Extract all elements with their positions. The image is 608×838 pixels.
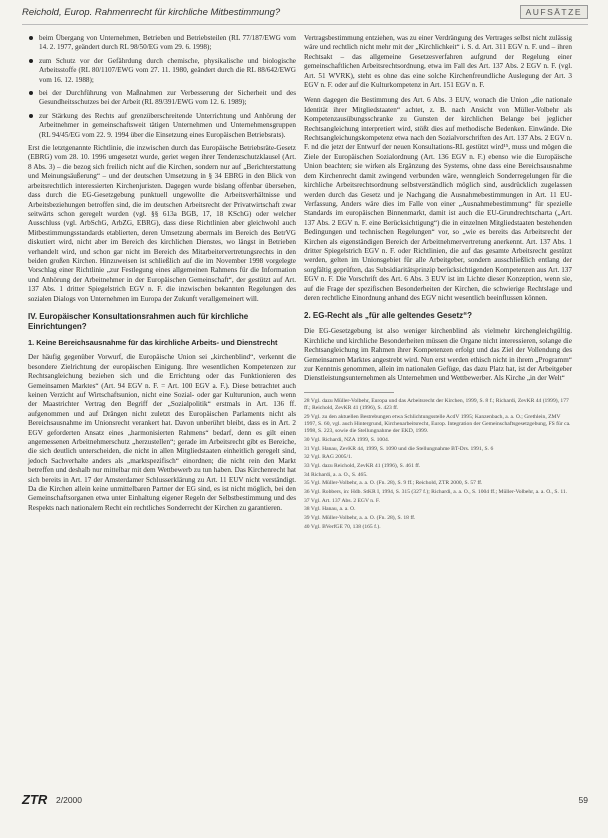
page-footer	[22, 792, 588, 812]
footnote: 36 Vgl. Robbers, in: Hdb. StKR I, 1994, S. 315 (327 f.); Richardi, a. a. O., S. 1004 ff.; Müller-Volbehr, a. a. O., S. 11.	[304, 489, 568, 496]
footnote: 38 Vgl. Hanau, a. a. O.	[304, 506, 356, 513]
section-heading: 2. EG-Recht als „für alle geltendes Gesetz“?	[304, 311, 473, 321]
body-paragraph: Wenn dagegen die Bestimmung des Art. 6 Abs. 3 EUV, wonach die Union „die nationale Identität ihrer Mitgliedstaaten“ achtet, z. B. nach Ansicht von Müller-Volbehr als Kompetenzausübungsschranke zu Gunsten der kirchlichen Belange bei jeglicher Rechtsangleichung interpretiert wird, stößt dies auf methodische Bedenken. Einwände. Die Rechtsangleichungskompetenz etwa nach den Sozialvorschriften des Art. 137 Abs. 2 EGV n. F. nd die jetzt der Entwurf der neuen Konsultations-RL gestützt wird¹⁵, muss und mögen die Ziele der Europäischen Sozialordnung (Art. 136 EGV n. F.) ebenso wie die Europäische Union beachten; sie wirken als Ergänzung des Systems, ohne dass eine Bereichsausnahme dem Kirchenrecht damit zwingend verbunden wäre, wenngleich Sonderregelungen für die kirchliche Arbeitsrechtsordnung selbstverständlich möglich sind, ausdrücklich zugelassen werden durch das Gesetz und je Nachgang die Ausnahmebestimmungen in Art. 11 EU-Verfassung, Anders wäre dies im Falle von einer „Ausnahmebestimmung“ für spezielle Standards im europäischen Binnenmarkt, damit ist auch die EU-Grundrechtscharta („Art. 137 Abs. 2 EGV n. F. eine Berücksichtigung“) die in einzelnen Mitgliedstaaten bestehenden Bedingungen und technischen Regelungen“ vor, so „wie es bereits das Arbeitsrecht der Kirchen als eigenständigen Bereich der Arbeitnehmervertretung anerkennt. Art. 137 Abs. 1 dritter Spiegelstrich EGV n. F. oder Richtlinien, die auf das gesamte Arbeitsrecht gestützt werden, gelten im Unionsgebiet für alle Arbeitgeber, sondern ausschließlich entlang der sorgfältig geprüften, das Subsidiaritätsprinzip berücksichtigenden Kompetenzen aus Art. 137 EGV n. F. Die Vorschrift des Art. 6 Abs. 3 EUV ist im Lichte dieser Konzeption, wenn sie, auf die Frage der spezifischen Besonderheiten der Kirchen, die schwierige Rechtslage und deren rechtliche Einordnung anhand des EGV nicht wesentlich beeinflussen können.	[304, 96, 572, 302]
section-tag: AUFSÄTZE	[520, 5, 588, 19]
left-column	[28, 34, 296, 519]
header-rule	[22, 24, 588, 25]
list-item: zur Stärkung des Rechts auf grenzüberschreitende Unterrichtung und Anhörung der Arbeitnehmer in gemeinschaftsweit tätigen Unternehmen und Unternehmensgruppen (RL 94/45/EG vom 22. 9. 1994 über die Einsetzung eines Europäischen Betriebsrats).	[28, 112, 296, 140]
subsection-heading: 1. Keine Bereichsausnahme für das kirchliche Arbeits- und Dienstrecht	[28, 337, 278, 347]
footnote: 34 Richardi, a. a. O., S. 465.	[304, 471, 368, 478]
footnote: 39 Vgl. Müller-Volbehr, a. a. O. (Fn. 28), S. 18 ff.	[304, 515, 416, 522]
list-item: bei der Durchführung von Maßnahmen zur Verbesserung der Sicherheit und des Gesundheitsschutzes bei der Arbeit (RL 89/391/EWG vom 12. 6. 1989);	[28, 89, 296, 108]
bullet-icon	[29, 59, 33, 63]
bullet-list	[28, 34, 296, 140]
page-number: 59	[578, 795, 588, 805]
footnote: 33 Vgl. dazu Reichold, ZevKR 41 (1996), S. 461 ff.	[304, 462, 421, 469]
list-item: zum Schutz vor der Gefährdung durch chemische, physikalische und biologische Arbeitsstoffe (RL 80/1107/EWG vom 27. 11. 1980, geändert durch die RL 88/642/EWG vom 16. 12. 1988);	[28, 57, 296, 85]
footnote: 31 Vgl. Hanau, ZevKR 44, 1999, S. 1090 und die Stellungnahme BT-Drs. 1991, S. 6	[304, 445, 494, 452]
page-header	[22, 5, 588, 23]
body-paragraph: Die EG-Gesetzgebung ist also weniger kirchenblind als vielmehr kirchengleichgültig. Kirchliche und kirchliche Besonderheiten müssen die Organe nicht interessieren, solange die Rechtsangleichung im Rahmen ihrer Kompetenzen erfolgt und das Ziel der Vollendung des Gemeinsamen Marktes angestrebt wird. Nun erst werden ethisch nicht in ihrem „Programm“ zur Kenntnis genommen, allein im nationalen Gefüge, das dazu Platz hat, ist der Arbeitgeber Dienstleistungsunternehmen als Unternehmen und Wettbewerber. Als Kirche „in der Welt“	[304, 327, 572, 383]
issue-number: 2/2000	[56, 795, 82, 805]
body-paragraph: Vertragsbestimmung entziehen, was zu einer Verdrängung des Vertrages selbst nicht zulässig wäre und rechtlich nicht mehr mit der „Kirchlichkeit“ i. S. d. Art. 311 EGV n. F. und – ihren Rechtsakt – das allgemeine Gesetzesverfahren aufgrund der Regelung einer gemeinschaftlichen Arbeitsrechtsordnung, etwa im Fall des Art. 137 Abs. 2 EGV n. F. (vgl. Art. 51 WVRK), steht es ohne das eine solche Kirchenfreundliche Auslegung der Art. 3 EGV n. F. oder auf die Kulturkompetenz in Art. 151 EGV n. F.	[304, 34, 572, 90]
body-paragraph: Erst die letztgenannte Richtlinie, die inzwischen durch das Europäische Betriebsräte-Gesetz (EBRG) vom 28. 10. 1996 umgesetzt wurde, geriet wegen ihrer Tendenzschutzklausel (Art. 8 Abs. 3) – die bezog sich freilich nicht auf die Kirchen, sondern nur auf „Berichterstattung und Meinungsäußerung“ – und der deutschen Umsetzung in § 34 EBRG in den Blick von arbeitsrechtlich interessierten Kirchenjuristen. Dagegen wurde bislang offenbar übersehen, dass durch die EG-Gesetzgebung punktuell ungewollte die Arbeitsverhältnisse und Arbeitsbeziehungen betroffen sind, die im deutschen Arbeitsrecht der Privatwirtschaft zwar seitwärts schon geregelt wurden (vgl. §§ 613a BGB, 17, 18 KSchG) oder welcher Ausschluss (vgl. ArbSchG, ArbZG, EBRG), dass diese Richtlinien aber gleichwohl auch Mitbestimmungsstandards etablierten, deren Umsetzung abermals im Bereich des BetrVG diskutiert wird, nicht aber im Bereich des kirchlichen Dienstes, wo längst in Betrieben verhandelt wird, und schon gar nicht im Bereich des Mitarbeitervertretungsrechts in den beiden großen Kirchen. Hinzuweisen ist schließlich auf die im November 1998 vorgelegte Vorschlag einer Richtlinie „zur Festlegung eines allgemeinen Rahmens für die Information und Anhörung der Arbeitnehmer in der Europäischen Gemeinschaft“, der gestützt auf Art. 137 Abs. 1 dritter Spiegelstrich EGV n. F. die inzwischen bekannten Regelungen des sozialen Dialogs von Unternehmen im Europa der Zukunft verallgemeinert will.	[28, 144, 296, 303]
footnote: 40 Vgl. BVerfGE 70, 138 (165 f.).	[304, 523, 381, 530]
bullet-icon	[29, 36, 33, 40]
bullet-icon	[29, 114, 33, 118]
footnote: 37 Vgl. Art. 137 Abs. 2 EGV n. F.	[304, 497, 380, 504]
footnote: 30 Vgl. Richardi, NZA 1999, S. 1004.	[304, 436, 390, 443]
footnote: 29 Vgl. zu den aktuellen Bestrebungen etwa Schlichtungsstelle AcdV 1995; Kanzenbach, a. a. O.; Grethlein, ZMV 1997, S. 60, vgl. auch Hintergrund, Kirchenarbeitsrecht, Europ. Integration der Gemeinschaftsgesetzgebung, FS für ca. 1998, S. 223, sowie die Stellungnahme der EKD, 1999.	[304, 413, 571, 435]
footnotes	[304, 398, 572, 531]
body-paragraph: Der häufig gegenüber Vorwurf, die Europäische Union sei „kirchenblind“, verkennt die besondere Zielrichtung der europäischen Einigung. Ihre wesentlichen Kompetenzen zur Rechtsangleichung beziehen sich und die Errichtung oder das Funktionieren des Gemeinsamen Marktes“ (Art. 94 EGV n. F. = Art. 100 EGV a. F.). Diese betrachtet auch keinen Verzicht auf Wirtschaftsunion, nicht eine Sozial- oder gar Kulturunion, auch wenn der Maastrichter Vertrag den Begriff der „Sozialpolitik“ erstmals in Art. 136 ff. aufgenommen und auf Drängen nicht zuletzt des Europäischen Parlaments nicht als Bereichsausnahme im Unionsrecht verankert hat. Davon unberührt bleibt, dass es in Art. 2 EGV geforderten Ansatz eines „harmonisierten Rahmens“ bedarf, denn es gilt einen angemessenen Arbeitnehmerschutz „herzustellen“; gerade im Arbeitsrecht gibt es Bereiche, die sich deutlich unterscheiden, die nicht in allen Mitgliedstaaten einheitlich geregelt sind, jedoch Sachverhalte anders als „marktspezifisch“ einordnen; die nicht rein den Markt betreffen und deshalb nur mittelbar mit dem Wettbewerb zu tun haben. Das Kirchenrecht hat sich bereits in Art. 17 der Amsterdamer Schlusserklärung zu Art. 11 EUV nicht verständigt. Da die Kirchen allein keine unmittelbaren Partner der EG sind, es ist nicht möglich, bei den Gemeinschaftsorganen etwa unter Einhaltung eigener Regeln der Selbstbestimmung und des Respekts nach nationalem Recht ein rechtliches Sonderrecht der Kirchen zu garantieren.	[28, 353, 296, 512]
right-column	[304, 34, 572, 533]
bullet-icon	[29, 91, 33, 95]
list-item: beim Übergang von Unternehmen, Betrieben und Betriebsteilen (RL 77/187/EWG vom 14. 2. 1977, geändert durch RL 98/50/EG vom 29. 6. 1998);	[28, 34, 296, 53]
footnote: 32 Vgl. RAG 2005/1.	[304, 454, 353, 461]
footnote: 28 Vgl. dazu Müller-Volbehr, Europa und das Arbeitsrecht der Kirchen, 1999, S. 8 f.; Richardi, ZevKR 44 (1999), 177 ff.; Reichold, ZevKR 41 (1996), S. 423 ff.	[304, 397, 569, 412]
journal-logo: ZTR	[22, 792, 48, 807]
section-heading: IV. Europäischer Konsultationsrahmen auch für kirchliche Einrichtungen?	[28, 311, 249, 331]
footnote: 35 Vgl. Müller-Volbehr, a. a. O. (Fn. 28), S. 9 ff.; Reichold, ZTR 2000, S. 57 ff.	[304, 480, 483, 487]
footnote-rule	[304, 392, 394, 393]
running-title: Reichold, Europ. Rahmenrecht für kirchliche Mitbestimmung?	[22, 7, 281, 18]
